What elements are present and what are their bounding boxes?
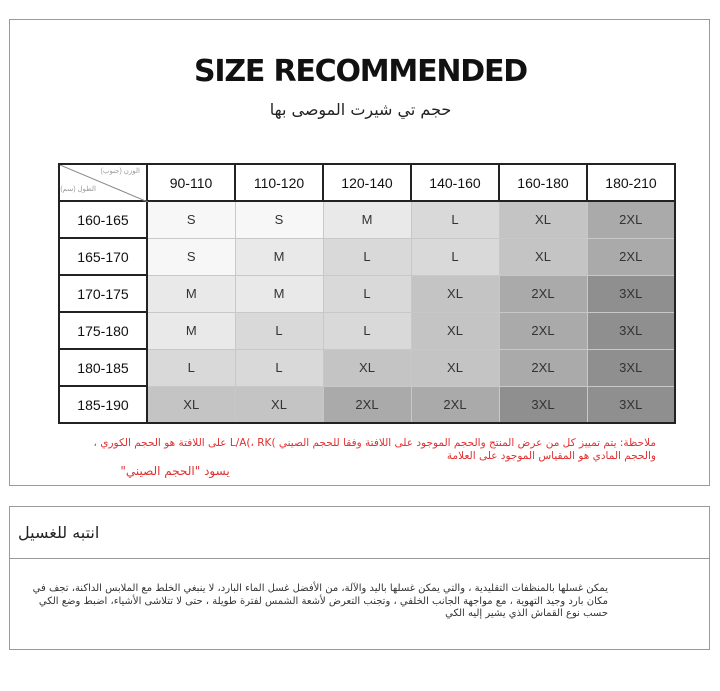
wash-instructions: يمكن غسلها بالمنظفات التقليدية ، والتي يمكن غسلها باليد والآلة، من الأفضل غسل الماء البارد، لا ينبغي الخلط مع الملابس الداكنة، تجف في مكان بارد وجيد التهوية ، مع مواجهة الجانب الخلفي ، وتجنب التعرض لأشعة الشمس لفترة طويلة ، حتى لا تتلاشى الأشياء، اضبط وضع الكي حسب نوع القماش الذي يشير إليه الكي bbox=[32, 583, 608, 619]
size-cell: 2XL bbox=[323, 386, 411, 423]
height-header: 160-165 bbox=[59, 201, 147, 238]
size-cell: L bbox=[147, 349, 235, 386]
table-row bbox=[59, 201, 675, 238]
size-cell: XL bbox=[235, 386, 323, 423]
height-header: 185-190 bbox=[59, 386, 147, 423]
size-cell: 2XL bbox=[411, 386, 499, 423]
size-cell: 3XL bbox=[587, 349, 675, 386]
table-row bbox=[59, 238, 675, 275]
table-row bbox=[59, 349, 675, 386]
page-subtitle: حجم تي شيرت الموصى بها bbox=[269, 100, 452, 119]
corner-height-label: الطول (سم) bbox=[60, 186, 96, 193]
height-header: 180-185 bbox=[59, 349, 147, 386]
size-cell: M bbox=[147, 312, 235, 349]
corner-weight-label: الوزن (جنوب) bbox=[100, 168, 140, 175]
size-cell: 2XL bbox=[499, 349, 587, 386]
weight-header: 160-180 bbox=[499, 164, 587, 201]
height-header: 175-180 bbox=[59, 312, 147, 349]
size-cell: L bbox=[235, 349, 323, 386]
size-cell: L bbox=[411, 238, 499, 275]
wash-title: انتبه للغسيل bbox=[18, 523, 100, 542]
size-cell: 3XL bbox=[587, 386, 675, 423]
wash-panel bbox=[9, 506, 710, 650]
size-cell: 3XL bbox=[499, 386, 587, 423]
size-note-chinese: يسود "الحجم الصيني" bbox=[120, 464, 230, 478]
size-cell: L bbox=[235, 312, 323, 349]
size-cell: M bbox=[147, 275, 235, 312]
size-cell: 3XL bbox=[587, 312, 675, 349]
size-cell: 2XL bbox=[499, 312, 587, 349]
size-cell: M bbox=[235, 275, 323, 312]
page-title: SIZE RECOMMENDED bbox=[194, 54, 527, 89]
height-header: 170-175 bbox=[59, 275, 147, 312]
size-cell: 2XL bbox=[499, 275, 587, 312]
weight-header: 140-160 bbox=[411, 164, 499, 201]
size-cell: XL bbox=[147, 386, 235, 423]
table-row bbox=[59, 386, 675, 423]
weight-header: 180-210 bbox=[587, 164, 675, 201]
size-cell: 2XL bbox=[587, 238, 675, 275]
size-note: ملاحظة: يتم تمييز كل من عرض المنتج والحجم الموجود على اللافتة وفقا للحجم الصيني )L/A(، RK على اللافتة هو الحجم الكوري ، والحجم المادي هو المقياس الموجود على العلامة bbox=[93, 437, 656, 462]
size-cell: 3XL bbox=[587, 275, 675, 312]
size-cell: L bbox=[411, 201, 499, 238]
size-cell: L bbox=[323, 312, 411, 349]
size-cell: XL bbox=[411, 349, 499, 386]
size-cell: M bbox=[235, 238, 323, 275]
size-cell: S bbox=[147, 238, 235, 275]
weight-header: 120-140 bbox=[323, 164, 411, 201]
size-cell: S bbox=[147, 201, 235, 238]
table-corner-cell bbox=[59, 164, 147, 201]
weight-header: 90-110 bbox=[147, 164, 235, 201]
size-cell: 2XL bbox=[587, 201, 675, 238]
size-cell: XL bbox=[411, 312, 499, 349]
table-row bbox=[59, 275, 675, 312]
size-cell: L bbox=[323, 275, 411, 312]
size-cell: XL bbox=[499, 201, 587, 238]
size-cell: M bbox=[323, 201, 411, 238]
size-cell: XL bbox=[411, 275, 499, 312]
size-cell: L bbox=[323, 238, 411, 275]
size-cell: XL bbox=[323, 349, 411, 386]
size-table bbox=[58, 163, 676, 424]
height-header: 165-170 bbox=[59, 238, 147, 275]
size-cell: XL bbox=[499, 238, 587, 275]
size-cell: S bbox=[235, 201, 323, 238]
table-row bbox=[59, 312, 675, 349]
wash-title-bar bbox=[10, 507, 709, 559]
size-table-header-row bbox=[59, 164, 675, 201]
weight-header: 110-120 bbox=[235, 164, 323, 201]
size-chart-panel bbox=[9, 19, 710, 486]
